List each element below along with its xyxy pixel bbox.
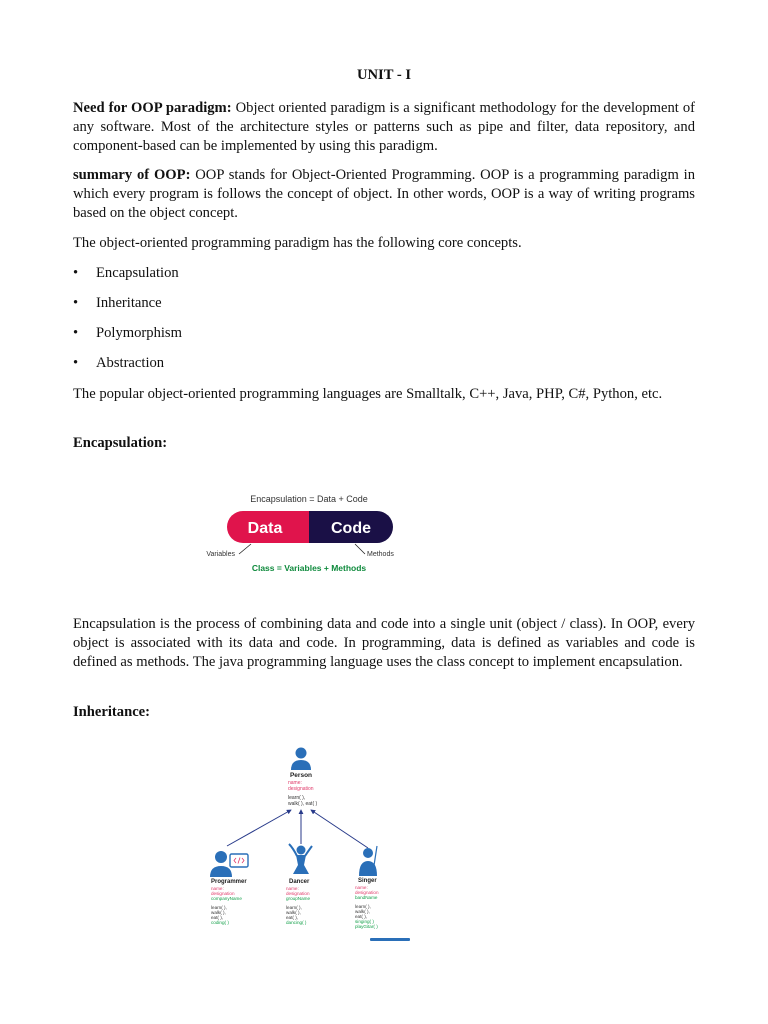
dancer-method: dancing( ) — [286, 920, 307, 925]
list-item-label: Encapsulation — [96, 265, 179, 281]
dancer-field: name: — [286, 886, 299, 891]
dancer-method: walk( ), — [286, 910, 301, 915]
dancer-method: learn( ), — [286, 905, 302, 910]
singer-field: designation — [355, 890, 379, 895]
singer-field: bandName — [355, 895, 378, 900]
list-item-label: Polymorphism — [96, 325, 182, 341]
paragraph-core-concepts: The object-oriented programming paradigm has the following core concepts. — [73, 235, 522, 251]
singer-field: name: — [355, 885, 368, 890]
singer-method: singing( ) — [355, 919, 374, 924]
methods-arrow — [355, 544, 365, 554]
paragraph-lead: Need for OOP paradigm: — [73, 100, 232, 116]
dancer-class-name: Dancer — [289, 879, 310, 885]
singer-method: walk( ), — [355, 909, 370, 914]
singer-icon — [359, 846, 377, 876]
paragraph-need-for-oop — [73, 99, 695, 156]
dancer-field: designation — [286, 891, 310, 896]
section-heading-inheritance: Inheritance: — [73, 704, 151, 720]
person-method: walk( ), eat( ) — [288, 801, 318, 807]
list-item-label: Inheritance — [96, 295, 162, 311]
dancer-method: eat( ), — [286, 915, 298, 920]
person-field: designation — [288, 786, 314, 792]
bullet-icon: • — [73, 295, 79, 311]
paragraph-lead: summary of OOP: — [73, 167, 191, 183]
dancer-field: groupName — [286, 896, 311, 901]
programmer-icon — [210, 851, 248, 877]
person-field: name: — [288, 780, 302, 786]
methods-caption: Methods — [367, 551, 394, 558]
diagram-bottom-label: Class = Variables + Methods — [251, 563, 367, 573]
programmer-field: companyName — [211, 896, 242, 901]
data-box-label: Data — [247, 520, 283, 537]
page-title: UNIT - I — [356, 67, 412, 83]
variables-caption: Variables — [206, 551, 235, 558]
paragraph-encapsulation: Encapsulation is the process of combining data and code into a single unit (object / class). In OOP, every object is associated with its data and code. In programming, data is defined as variables and code is defined as methods. The java programming language uses the class concept to implement encapsulation. — [73, 616, 695, 670]
variables-arrow — [239, 544, 251, 554]
paragraph-summary-of-oop — [73, 166, 695, 223]
bullet-icon: • — [73, 325, 79, 341]
person-method: learn( ), — [288, 795, 306, 801]
bullet-icon: • — [73, 355, 79, 371]
programmer-method: learn( ), — [211, 905, 227, 910]
code-box-label: Code — [331, 520, 371, 537]
programmer-method: coding( ) — [211, 920, 229, 925]
programmer-method: eat( ), — [211, 915, 223, 920]
programmer-field: designation — [211, 891, 235, 896]
programmer-method: walk( ), — [211, 910, 226, 915]
list-item-label: Abstraction — [96, 355, 165, 371]
singer-method: playGitar( ) — [355, 924, 378, 929]
singer-class-name: Singer — [358, 878, 377, 884]
bullet-icon: • — [73, 265, 79, 281]
programmer-field: name: — [211, 886, 224, 891]
encapsulation-diagram — [205, 479, 417, 579]
inheritance-diagram — [205, 740, 417, 945]
section-heading-encapsulation: Encapsulation: — [73, 435, 168, 451]
paragraph-languages: The popular object-oriented programming languages are Smalltalk, C++, Java, PHP, C#, Python, etc. — [73, 386, 663, 402]
inheritance-arrow-singer — [311, 810, 368, 848]
singer-method: learn( ), — [355, 904, 371, 909]
paragraph-text: OOP stands for Object-Oriented Programming. OOP is a programming paradigm in which every program is follows the concept of object. In other words, OOP is a way of writing programs based on the object concept. — [73, 167, 695, 221]
programmer-class-name: Programmer — [211, 879, 247, 885]
singer-method: eat( ), — [355, 914, 367, 919]
person-icon — [291, 748, 311, 771]
dancer-icon — [289, 844, 312, 874]
paragraph-text: Object oriented paradigm is a significant methodology for the development of any software. Most of the architecture styles or patterns such as pipe and filter, data repository, and component-based can be implemented by using this paradigm. — [73, 100, 695, 154]
person-class-name: Person — [289, 772, 313, 779]
inheritance-arrow-programmer — [227, 810, 291, 846]
diagram-top-label: Encapsulation = Data + Code — [250, 494, 368, 504]
source-strip — [370, 938, 410, 941]
